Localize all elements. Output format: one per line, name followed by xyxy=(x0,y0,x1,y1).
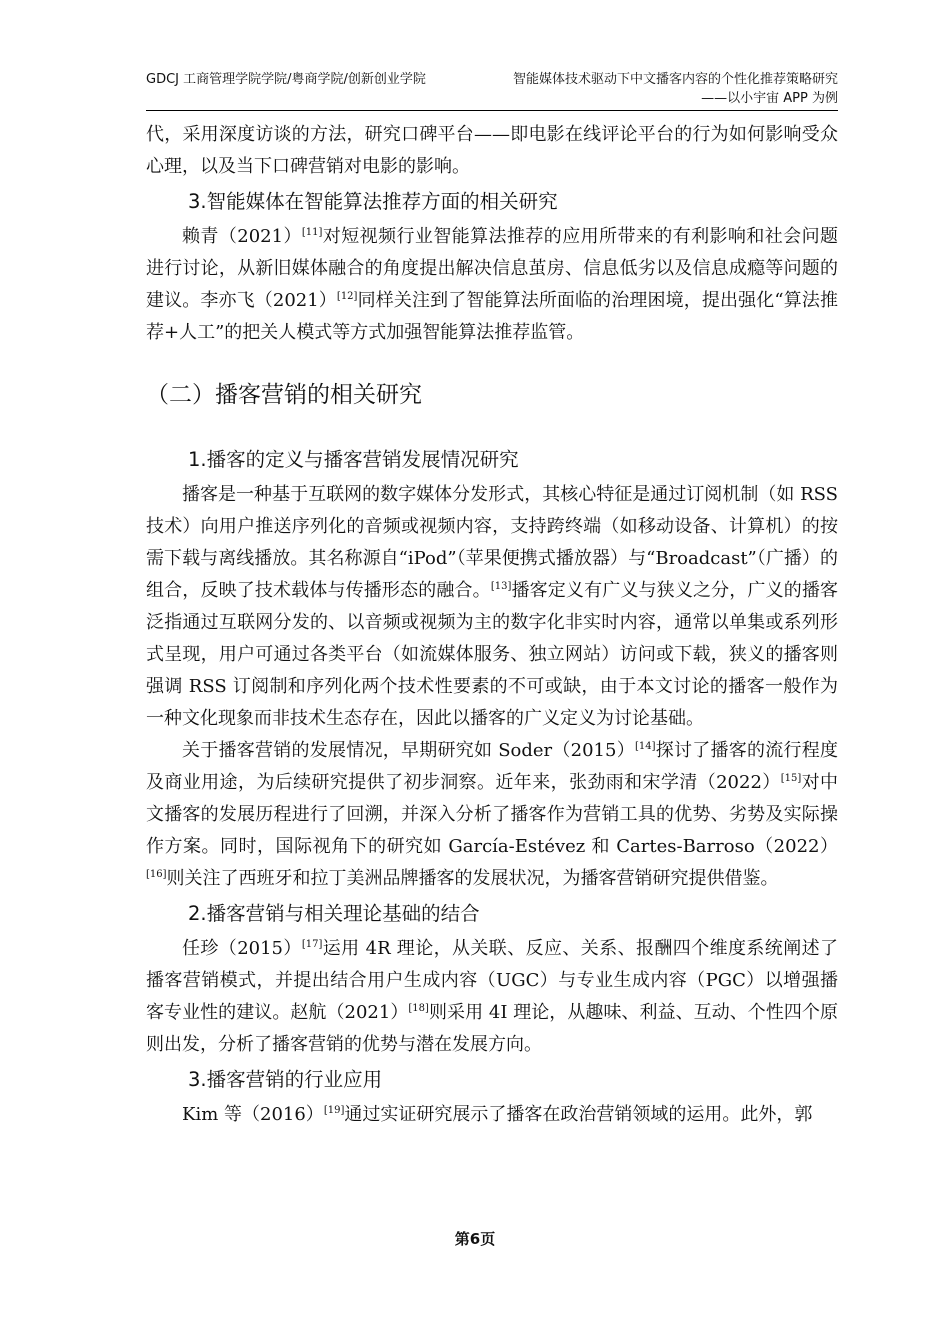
paragraph-marketing-development xyxy=(146,735,838,895)
citation-18[interactable]: [18] xyxy=(408,1003,429,1014)
page-number: 第6页 xyxy=(454,1230,496,1248)
header-institution: GDCJ 工商管理学院学院/粤商学院/创新创业学院 xyxy=(146,72,426,87)
header-thesis-subtitle: ——以小宇宙 APP 为例 xyxy=(701,91,838,106)
citation-19[interactable]: [19] xyxy=(323,1105,345,1116)
citation-17[interactable]: [17] xyxy=(301,939,323,950)
citation-12[interactable]: [12] xyxy=(336,291,358,302)
paragraph-intro: 代，采用深度访谈的方法，研究口碑平台——即电影在线评论平台的行为如何影响受众心理，以及当下口碑营销对电影的影响。 xyxy=(146,124,838,177)
text-run: 运用 4R 理论，从关联、反应、关系、报酬四个维度系统阐述了播客营销模式，并提出结合用户生成内容（UGC）与专业生成内容（PGC）以增强播客专业性的建议。赵航（2021） xyxy=(146,938,838,1023)
text-run: 关于播客营销的发展情况，早期研究如 Soder（2015） xyxy=(182,740,635,761)
text-run: 则关注了西班牙和拉丁美洲品牌播客的发展状况，为播客营销研究提供借鉴。 xyxy=(166,868,779,889)
text-run: 对短视频行业智能算法推荐的应用所带来的有利影响和社会问题进行讨论，从新旧媒体融合的角度提出解决信息茧房、信息低劣以及信息成瘾等问题的建议。李亦飞（2021） xyxy=(146,226,839,311)
citation-15[interactable]: [15] xyxy=(780,773,802,784)
text-run: 赖青（2021） xyxy=(182,226,302,247)
text-run: 播客是一种基于互联网的数字媒体分发形式，其核心特征是通过订阅机制（如 RSS 技术）向用户推送序列化的音频或视频内容，支持跨终端（如移动设备、计算机）的按需下载与离线播放。其名称源自“iPod”（苹果便携式播放器）与“Broadcast”（广播）的组合，反映了技术载体与传播形态的融合。 xyxy=(146,484,838,601)
heading-theory-combination: 2.播客营销与相关理论基础的结合 xyxy=(188,902,480,925)
running-header xyxy=(146,66,838,110)
text-run: Kim 等（2016） xyxy=(182,1104,324,1125)
header-rule xyxy=(146,110,838,111)
text-run: 同样关注到了智能算法所面临的治理困境，提出强化“算法推荐+人工”的把关人模式等方式加强智能算法推荐监管。 xyxy=(146,290,838,343)
heading-podcast-definition: 1.播客的定义与播客营销发展情况研究 xyxy=(188,448,519,471)
text-run: 播客定义有广义与狭义之分，广义的播客泛指通过互联网分发的、以音频或视频为主的数字化非实时内容，通常以单集或系列形式呈现，用户可通过各类平台（如流媒体服务、独立网站）访问或下载，狭义的播客则强调 RSS 订阅制和序列化两个技术性要素的不可或缺，由于本文讨论的播客一般作为一种文化现象而非技术生态存在，因此以播客的广义定义为讨论基础。 xyxy=(146,580,839,729)
text-run: 探讨了播客的流行程度及商业用途，为后续研究提供了初步洞察。近年来，张劲雨和宋学清（2022） xyxy=(146,740,838,793)
text-run: 通过实证研究展示了播客在政治营销领域的运用。此外，郭 xyxy=(344,1104,813,1125)
paragraph-podcast-definition xyxy=(146,479,838,735)
citation-14[interactable]: [14] xyxy=(634,741,656,752)
page-body xyxy=(146,119,838,1131)
heading-algorithm-research: 3.智能媒体在智能算法推荐方面的相关研究 xyxy=(188,190,558,213)
citation-11[interactable]: [11] xyxy=(301,227,323,238)
section-heading-podcast-marketing: （二）播客营销的相关研究 xyxy=(146,382,422,408)
text-run: 则采用 4I 理论，从趣味、利益、互动、个性四个原则出发，分析了播客营销的优势与潜在发展方向。 xyxy=(146,1002,838,1055)
paragraph-algorithm xyxy=(146,221,838,349)
heading-industry-application: 3.播客营销的行业应用 xyxy=(188,1068,383,1091)
citation-16[interactable]: [16] xyxy=(146,869,167,880)
paragraph-industry xyxy=(146,1099,838,1131)
text-run: 对中文播客的发展历程进行了回溯，并深入分析了播客作为营销工具的优势、劣势及实际操作方案。同时，国际视角下的研究如 García-Estévez 和 Cartes-Barroso（2022） xyxy=(146,772,838,857)
paragraph-theory xyxy=(146,933,838,1061)
citation-13[interactable]: [13] xyxy=(490,581,512,592)
header-thesis-title: 智能媒体技术驱动下中文播客内容的个性化推荐策略研究 xyxy=(512,72,838,87)
text-run: 任珍（2015） xyxy=(182,938,302,959)
